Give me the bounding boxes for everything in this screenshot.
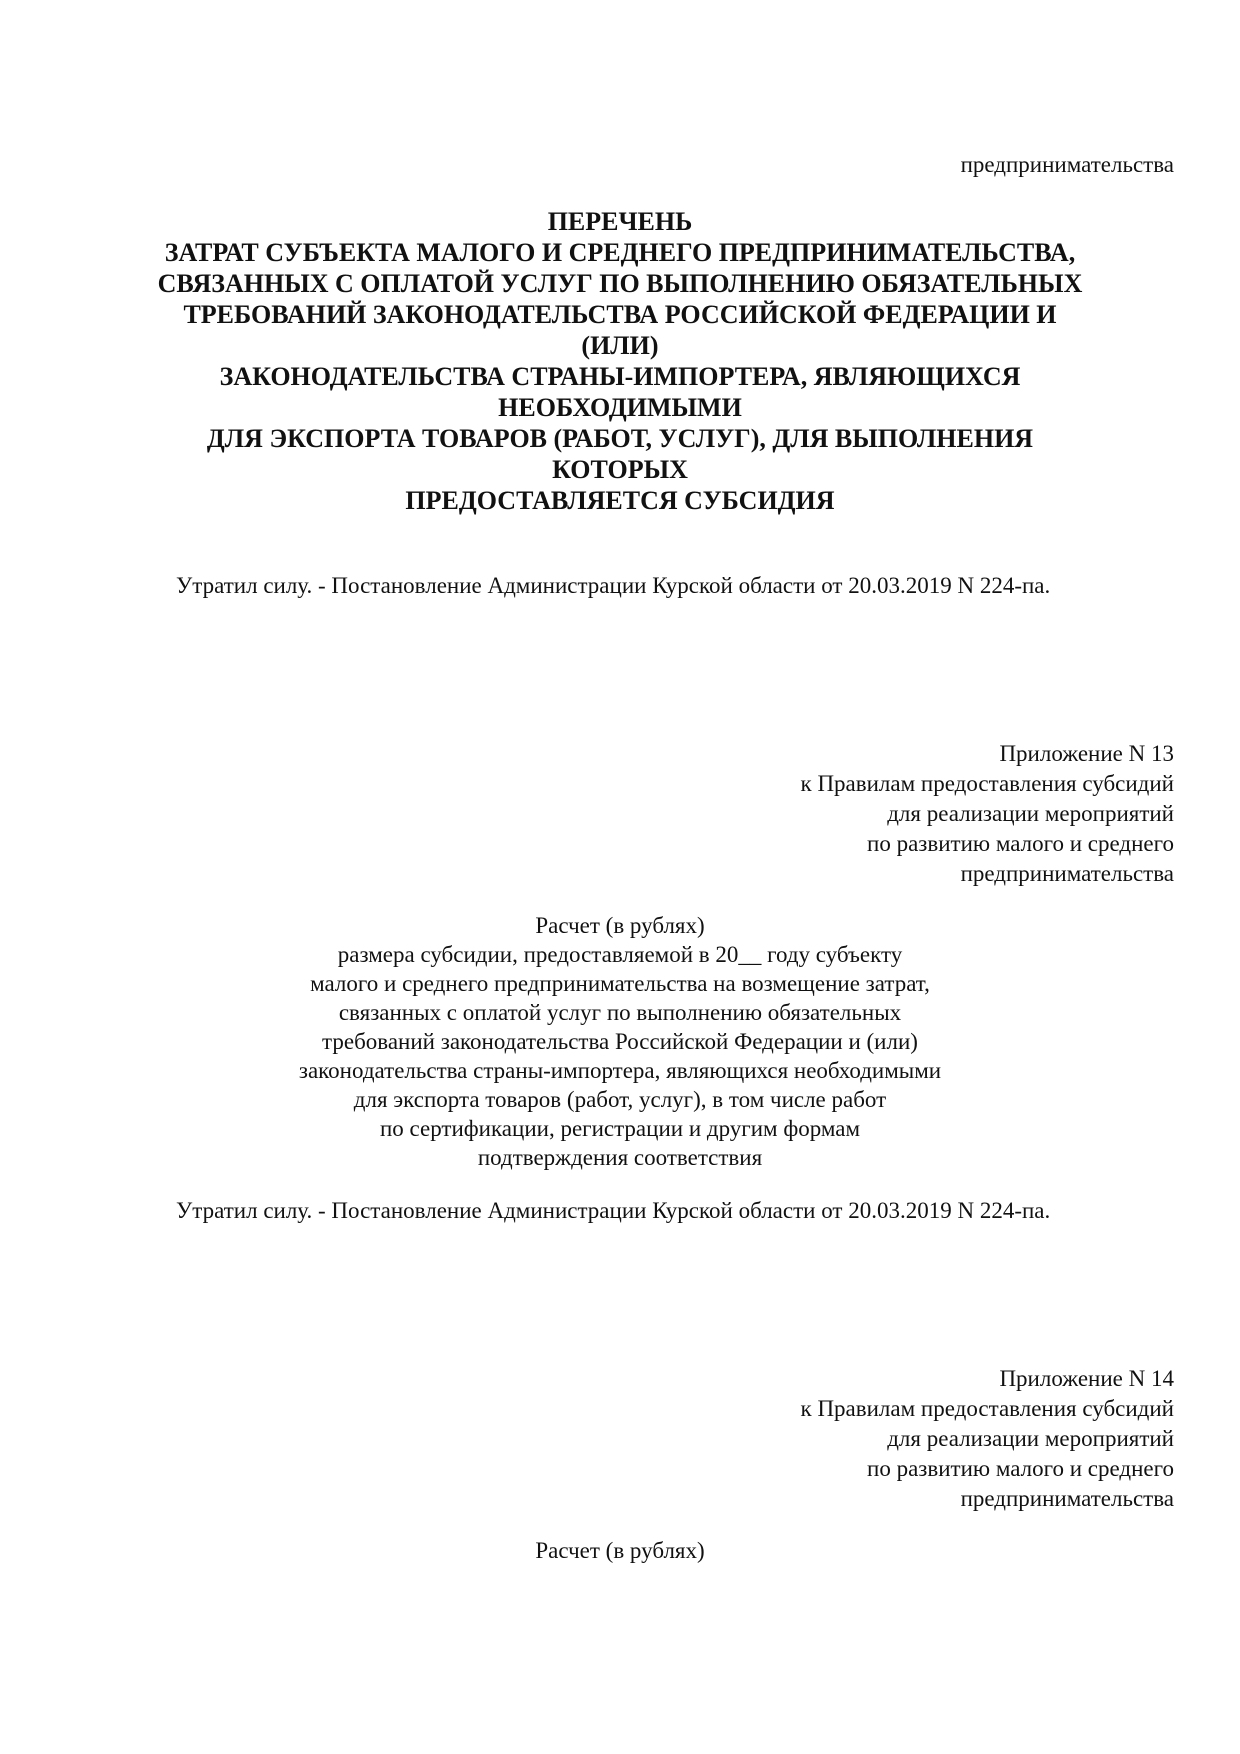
calculation-line: требований законодательства Российской Федерации и (или)	[322, 1029, 918, 1054]
appendix-line: по развитию малого и среднего	[867, 831, 1174, 856]
appendix-line: по развитию малого и среднего	[867, 1456, 1174, 1481]
repeal-note: Утратил силу. - Постановление Администрации Курской области от 20.03.2019 N 224-па.	[176, 1198, 1051, 1223]
heading-line: ТРЕБОВАНИЙ ЗАКОНОДАТЕЛЬСТВА РОССИЙСКОЙ ФЕДЕРАЦИИ И	[183, 300, 1057, 329]
document-heading	[0, 206, 1240, 516]
appendix-line: предпринимательства	[960, 1486, 1174, 1511]
calculation-line: законодательства страны-импортера, являющихся необходимыми	[298, 1058, 942, 1083]
heading-line: КОТОРЫХ	[552, 455, 688, 484]
appendix-line: предпринимательства	[960, 861, 1174, 886]
calculation-line: для экспорта товаров (работ, услуг), в том числе работ	[353, 1087, 887, 1112]
heading-line: НЕОБХОДИМЫМИ	[498, 393, 742, 422]
heading-line: ДЛЯ ЭКСПОРТА ТОВАРОВ (РАБОТ, УСЛУГ), ДЛЯ ВЫПОЛНЕНИЯ	[206, 424, 1034, 453]
heading-line: ЗАТРАТ СУБЪЕКТА МАЛОГО И СРЕДНЕГО ПРЕДПРИНИМАТЕЛЬСТВА,	[164, 238, 1076, 267]
heading-line: СВЯЗАННЫХ С ОПЛАТОЙ УСЛУГ ПО ВЫПОЛНЕНИЮ ОБЯЗАТЕЛЬНЫХ	[157, 269, 1083, 298]
heading-line: (ИЛИ)	[581, 331, 659, 360]
top-fragment-text: предпринимательства	[960, 152, 1174, 177]
calculation-13-title	[0, 911, 1240, 1172]
appendix-line: к Правилам предоставления субсидий	[800, 771, 1174, 796]
appendix-13-header	[801, 739, 1174, 889]
appendix-line: для реализации мероприятий	[887, 1426, 1174, 1451]
appendix-line: для реализации мероприятий	[887, 801, 1174, 826]
calculation-line: связанных с оплатой услуг по выполнению обязательных	[338, 1000, 902, 1025]
appendix-14-header	[801, 1364, 1174, 1514]
calculation-line: Расчет (в рублях)	[535, 913, 705, 938]
calculation-line: подтверждения соответствия	[477, 1145, 763, 1170]
calculation-line: по сертификации, регистрации и другим формам	[379, 1116, 861, 1141]
appendix-line: Приложение N 13	[999, 741, 1174, 766]
calculation-line: размера субсидии, предоставляемой в 20__ году субъекту	[337, 942, 903, 967]
heading-line: ПЕРЕЧЕНЬ	[547, 207, 693, 236]
calculation-line: малого и среднего предпринимательства на возмещение затрат,	[310, 971, 930, 996]
appendix-line: Приложение N 14	[999, 1366, 1174, 1391]
repeal-note: Утратил силу. - Постановление Администрации Курской области от 20.03.2019 N 224-па.	[176, 573, 1051, 598]
heading-line: ПРЕДОСТАВЛЯЕТСЯ СУБСИДИЯ	[405, 486, 835, 515]
heading-line: ЗАКОНОДАТЕЛЬСТВА СТРАНЫ-ИМПОРТЕРА, ЯВЛЯЮЩИХСЯ	[219, 362, 1021, 391]
appendix-line: к Правилам предоставления субсидий	[800, 1396, 1174, 1421]
calculation-14-title: Расчет (в рублях)	[535, 1538, 705, 1563]
